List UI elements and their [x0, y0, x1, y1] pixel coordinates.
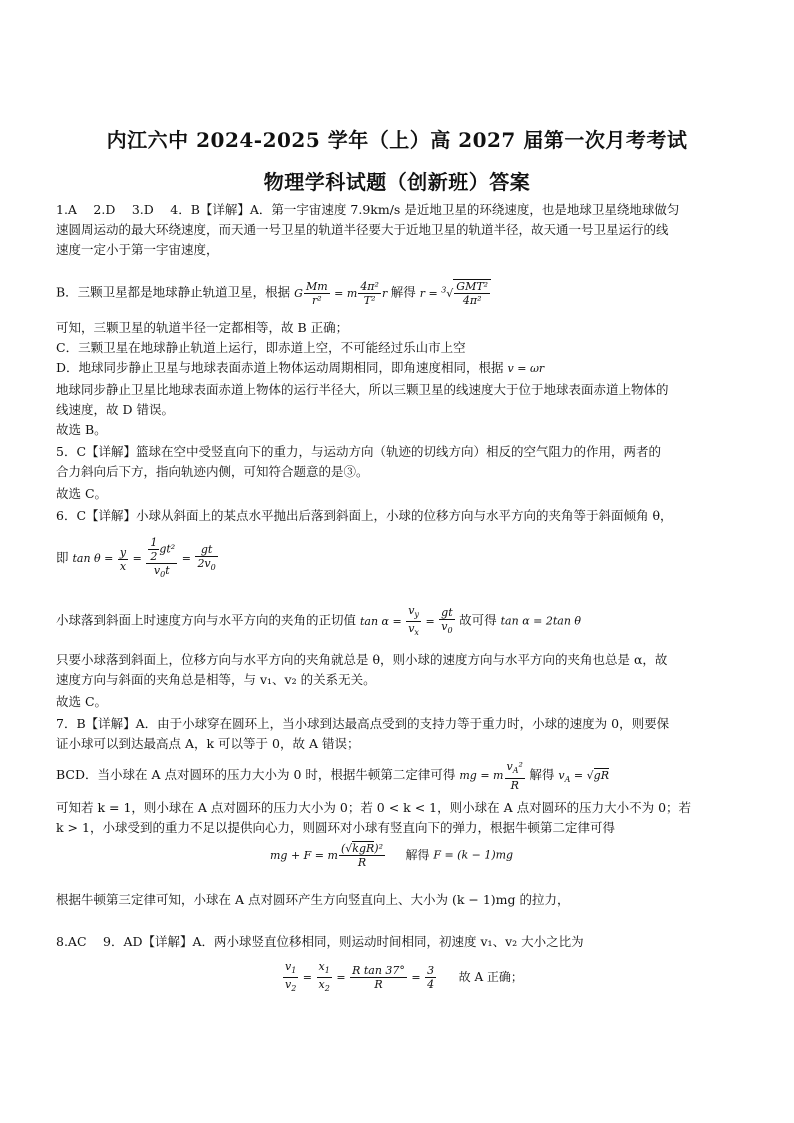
formula-va: $v_A = √gR$ [558, 769, 609, 785]
q4-b-mid: 解得 [390, 284, 416, 300]
q4-choose: 故选 B。 [56, 422, 107, 437]
q6-line3-mid: 故可得 [459, 612, 497, 628]
formula-tan-theta: tan θ = $\frac{y}{x}$ = $\frac{1}{2}$ gt² $v_0t$ = $\frac{gt}{2v_0}$ [72, 536, 216, 580]
q4-b-after: 可知，三颗卫星的轨道半径一定都相等，故 B 正确； [56, 320, 349, 335]
formula-mg-centripetal: mg = m $\frac{v_A^2}{R}$ [459, 760, 523, 792]
formula-tan-relation: tan α = 2tan θ [500, 614, 582, 628]
q4-b-line [56, 276, 746, 308]
q5-line2: 合力斜向后下方，指向轨迹内侧，可知符合题意的是③。 [56, 464, 369, 479]
q6-line5: 速度方向与斜面的夹角总是相等，与 v₁、v₂ 的关系无关。 [56, 672, 376, 687]
formula-mg-plus-f: mg + F = m $\frac{\text{(√kgR)²}}{R}$ [270, 842, 383, 869]
q7-line1: 7．B【详解】A．由于小球穿在圆环上，当小球到达最高点受到的支持力等于重力时，小球的速度为 0，则要保 [56, 716, 670, 731]
page-title: 内江六中 2024-2025 学年（上）高 2027 届第一次月考考试 [106, 128, 688, 152]
q1-4-line2: 速圆周运动的最大环绕速度，而天通一号卫星的轨道半径要大于近地卫星的轨道半径，故天通一号卫星运行的线 [56, 222, 669, 237]
q5-line1: 5．C【详解】篮球在空中受竖直向下的重力，与运动方向（轨迹的切线方向）相反的空气阻力的作用，两者的 [56, 444, 662, 459]
q7-bcd-line [56, 760, 746, 795]
q6-eq-line [56, 534, 746, 583]
formula-f-result: F = (k − 1)mg [433, 848, 514, 862]
q1-4-line1: 1.A 2.D 3.D 4．B【详解】A．第一宇宙速度 7.9km/s 是近地卫星的环绕速度，也是地球卫星绕地球做匀 [56, 202, 680, 217]
q9-ratio-equation [282, 960, 523, 995]
q7-line4: 可知若 k = 1，则小球在 A 点对圆环的压力大小为 0；若 0 < k < 1，则小球在 A 点对圆环的压力大小不为 0；若 [56, 800, 692, 815]
q7-bcd-mid: 解得 [529, 767, 555, 782]
q6-choose: 故选 C。 [56, 694, 108, 709]
q6-line4: 只要小球落到斜面上，位移方向与水平方向的夹角就总是 θ，则小球的速度方向与水平方向的夹角也总是 α，故 [56, 652, 668, 667]
q6-ji: 即 [56, 550, 69, 565]
q7-eq-mid: 解得 [405, 847, 430, 862]
q4-d-prefix: D．地球同步静止卫星与地球表面赤道上物体运动周期相同，即角速度相同，根据 [56, 360, 504, 375]
q4-d-line1 [56, 358, 746, 379]
q8-9-line1: 8.AC 9．AD【详解】A．两小球竖直位移相同，则运动时间相同，初速度 v₁、v₂ 大小之比为 [56, 934, 584, 949]
q6-line3 [56, 604, 746, 639]
formula-velocity-ratio: $\frac{v_1}{v_2}$ = $\frac{x_1}{x_2}$ = $\frac{\text{R tan 37°}}{R}$ = $\frac{3}{4}$ [285, 960, 435, 994]
q5-choose: 故选 C。 [56, 486, 108, 501]
q4-d-line3: 线速度，故 D 错误。 [56, 402, 174, 417]
q9-conclusion: 故 A 正确； [458, 969, 523, 984]
q6-line3-prefix: 小球落到斜面上时速度方向与水平方向的夹角的正切值 [56, 612, 357, 628]
q1-4-line3: 速度一定小于第一宇宙速度， [56, 242, 219, 257]
page-subtitle: 物理学科试题（创新班）答案 [263, 170, 531, 194]
q7-line2: 证小球可以到达最高点 A，k 可以等于 0，故 A 错误； [56, 736, 360, 751]
formula-gravitation: G $\frac{Mm}{\text{r²}}$ = m $\frac{\text{4π²}}{\text{T²}}$ r [294, 280, 391, 308]
q7-line5: k > 1，小球受到的重力不足以提供向心力，则圆环对小球有竖直向下的弹力，根据牛顿第二定律可得 [56, 820, 615, 835]
formula-v-omega-r: v = ωr [507, 362, 545, 375]
q7-line7: 根据牛顿第三定律可知，小球在 A 点对圆环产生方向竖直向上、大小为 (k − 1)mg 的拉力， [56, 892, 570, 907]
q6-line1: 6．C【详解】小球从斜面上的某点水平抛出后落到斜面上，小球的位移方向与水平方向的夹角等于斜面倾角 θ， [56, 508, 673, 523]
formula-tan-alpha: tan α = $\frac{v_y}{v_x}$ = $\frac{gt}{v_0}$ [360, 604, 453, 638]
q4-c-line: C．三颗卫星在地球静止轨道上运行，即赤道上空，不可能经过乐山市上空 [56, 340, 466, 355]
q4-d-line2: 地球同步静止卫星比地球表面赤道上物体的运行半径大，所以三颗卫星的线速度大于位于地球表面赤道上物体的 [56, 382, 669, 397]
q7-bcd-prefix: BCD．当小球在 A 点对圆环的压力大小为 0 时，根据牛顿第二定律可得 [56, 767, 456, 782]
formula-orbit-radius: r = $^3$√ $\frac{\text{GMT²}}{\text{4π²}}$ [420, 287, 491, 300]
q7-force-equation [270, 842, 513, 869]
q4-b-prefix: B．三颗卫星都是地球静止轨道卫星，根据 [56, 284, 291, 300]
